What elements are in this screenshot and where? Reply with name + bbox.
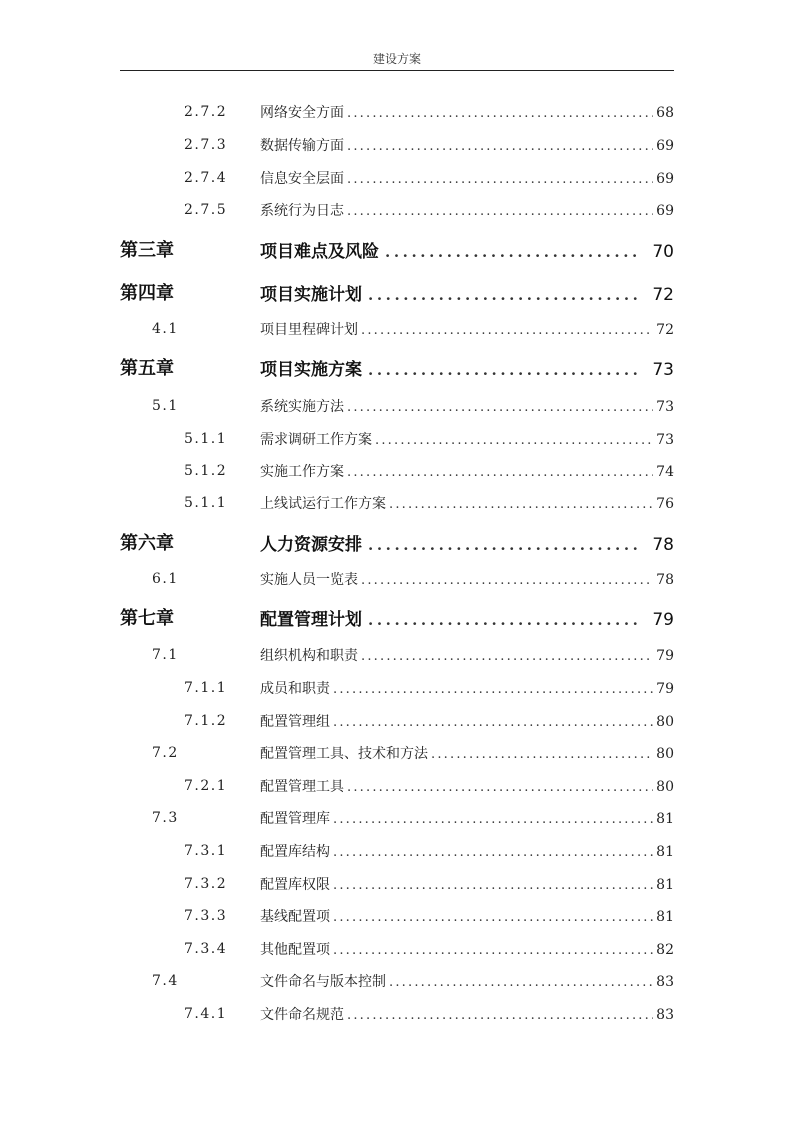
dot-leader [347, 1008, 653, 1023]
dot-leader [368, 611, 642, 629]
toc-entry-text [260, 711, 674, 731]
toc-entry-text [260, 841, 674, 861]
toc-entry-text [260, 135, 674, 155]
toc-entry-number: 4.1 [152, 321, 179, 337]
dot-leader [333, 910, 653, 925]
toc-entry-number: 7.4 [152, 973, 179, 989]
dot-leader [347, 139, 653, 154]
toc-entry-text [260, 530, 674, 555]
toc-entry-number: 7.1.1 [184, 680, 228, 696]
toc-entry-number: 第七章 [120, 608, 174, 629]
toc-entry-page-number: 74 [656, 464, 674, 480]
toc-entry-title: 项目实施计划 [260, 284, 362, 305]
toc-chapter-entry[interactable] [0, 530, 793, 554]
dot-leader [368, 286, 642, 304]
toc-entry-text [260, 396, 674, 416]
dot-leader [347, 172, 653, 187]
toc-entry[interactable] [0, 1002, 793, 1026]
toc-entry-title: 成员和职责 [260, 681, 330, 697]
toc-entry-title: 系统行为日志 [260, 203, 344, 219]
toc-entry[interactable] [0, 427, 793, 451]
toc-entry-page-number: 73 [656, 399, 674, 415]
toc-entry-title: 网络安全方面 [260, 105, 344, 121]
toc-entry-text [260, 461, 674, 481]
toc-chapter-entry[interactable] [0, 237, 793, 261]
toc-entry-page-number: 80 [656, 714, 674, 730]
toc-chapter-entry[interactable] [0, 355, 793, 379]
toc-entry-page-number: 82 [656, 942, 674, 958]
toc-entry[interactable] [0, 937, 793, 961]
toc-entry-number: 6.1 [152, 571, 179, 587]
toc-entry[interactable] [0, 741, 793, 765]
toc-entry-title: 信息安全层面 [260, 171, 344, 187]
toc-entry-text [260, 605, 674, 630]
toc-entry-number: 第五章 [120, 358, 174, 379]
dot-leader [347, 106, 653, 121]
toc-chapter-entry[interactable] [0, 605, 793, 629]
dot-leader [368, 536, 642, 554]
toc-entry-title: 配置管理工具、技术和方法 [260, 746, 428, 762]
toc-entry-page-number: 69 [656, 171, 674, 187]
toc-entry-title: 文件命名与版本控制 [260, 974, 386, 990]
toc-entry-page-number: 81 [656, 909, 674, 925]
dot-leader [375, 433, 653, 448]
dot-leader [361, 573, 653, 588]
toc-entry-title: 实施人员一览表 [260, 572, 358, 588]
toc-entry-number: 5.1.1 [184, 495, 228, 511]
dot-leader [385, 243, 642, 261]
toc-entry-page-number: 79 [652, 609, 674, 630]
toc-entry-page-number: 73 [656, 432, 674, 448]
toc-entry-text [260, 939, 674, 959]
toc-entry-title: 配置管理计划 [260, 609, 362, 630]
toc-entry-page-number: 79 [656, 681, 674, 697]
toc-entry[interactable] [0, 394, 793, 418]
toc-entry-title: 基线配置项 [260, 909, 330, 925]
page-header: 建设方案 [372, 52, 421, 66]
toc-entry-text [260, 743, 674, 763]
toc-entry-text [260, 429, 674, 449]
toc-entry[interactable] [0, 676, 793, 700]
toc-entry-page-number: 83 [656, 1007, 674, 1023]
toc-entry-page-number: 76 [656, 496, 674, 512]
dot-leader [389, 497, 653, 512]
toc-entry-number: 第三章 [120, 240, 174, 261]
toc-entry-page-number: 81 [656, 844, 674, 860]
toc-entry-number: 7.4.1 [184, 1006, 228, 1022]
toc-entry-text [260, 493, 674, 513]
toc-entry-page-number: 80 [656, 779, 674, 795]
dot-leader [333, 812, 653, 827]
dot-leader [347, 204, 653, 219]
toc-entry-title: 系统实施方法 [260, 399, 344, 415]
dot-leader [431, 747, 653, 762]
toc-entry-text [260, 971, 674, 991]
toc-entry-text [260, 569, 674, 589]
toc-entry[interactable] [0, 872, 793, 896]
toc-entry-number: 2.7.3 [184, 137, 228, 153]
dot-leader [347, 400, 653, 415]
toc-entry-number: 7.3 [152, 810, 179, 826]
toc-entry-text [260, 200, 674, 220]
toc-entry[interactable] [0, 774, 793, 798]
toc-entry-title: 上线试运行工作方案 [260, 496, 386, 512]
dot-leader [368, 361, 642, 379]
toc-entry-page-number: 72 [656, 322, 674, 338]
toc-entry-number: 7.1.2 [184, 713, 228, 729]
dot-leader [347, 465, 653, 480]
toc-entry[interactable] [0, 904, 793, 928]
toc-entry[interactable] [0, 491, 793, 515]
dot-leader [333, 845, 653, 860]
toc-entry[interactable] [0, 317, 793, 341]
toc-entry-number: 7.2 [152, 745, 179, 761]
toc-entry-title: 项目里程碑计划 [260, 322, 358, 338]
toc-entry-number: 2.7.5 [184, 202, 228, 218]
dot-leader [347, 780, 653, 795]
toc-entry-title: 实施工作方案 [260, 464, 344, 480]
toc-entry[interactable] [0, 643, 793, 667]
toc-entry-page-number: 68 [656, 105, 674, 121]
toc-entry-page-number: 72 [652, 284, 674, 305]
dot-leader [389, 975, 653, 990]
toc-entry-title: 项目实施方案 [260, 359, 362, 380]
toc-entry-text [260, 168, 674, 188]
toc-entry-page-number: 69 [656, 203, 674, 219]
toc-entry-title: 配置库权限 [260, 877, 330, 893]
toc-entry-text [260, 355, 674, 380]
toc-entry-page-number: 78 [652, 534, 674, 555]
toc-entry-page-number: 70 [652, 241, 674, 262]
toc-entry-page-number: 73 [652, 359, 674, 380]
toc-entry-text [260, 1004, 674, 1024]
toc-entry-page-number: 69 [656, 138, 674, 154]
toc-entry[interactable] [0, 459, 793, 483]
toc-entry-number: 5.1 [152, 398, 179, 414]
toc-entry-text [260, 808, 674, 828]
toc-entry-title: 组织机构和职责 [260, 648, 358, 664]
toc-entry-page-number: 79 [656, 648, 674, 664]
toc-entry[interactable] [0, 567, 793, 591]
toc-entry[interactable] [0, 709, 793, 733]
toc-entry-number: 7.3.1 [184, 843, 228, 859]
toc-entry[interactable] [0, 198, 793, 222]
dot-leader [333, 943, 653, 958]
toc-entry[interactable] [0, 839, 793, 863]
toc-entry-title: 配置管理组 [260, 714, 330, 730]
toc-entry[interactable] [0, 100, 793, 124]
toc-chapter-entry[interactable] [0, 280, 793, 304]
toc-entry-title: 需求调研工作方案 [260, 432, 372, 448]
dot-leader [333, 715, 653, 730]
toc-entry-text [260, 280, 674, 305]
toc-entry-text [260, 102, 674, 122]
toc-entry-title: 配置管理工具 [260, 779, 344, 795]
toc-entry-text [260, 776, 674, 796]
toc-entry-number: 7.3.4 [184, 941, 228, 957]
toc-entry-title: 人力资源安排 [260, 534, 362, 555]
toc-entry-text [260, 906, 674, 926]
toc-entry-title: 配置管理库 [260, 811, 330, 827]
toc-entry-number: 7.3.3 [184, 908, 228, 924]
toc-entry-text [260, 319, 674, 339]
toc-entry-page-number: 80 [656, 746, 674, 762]
toc-entry[interactable] [0, 166, 793, 190]
toc-entry-number: 第四章 [120, 283, 174, 304]
dot-leader [333, 878, 653, 893]
toc-entry-text [260, 237, 674, 262]
toc-entry-page-number: 81 [656, 811, 674, 827]
toc-entry-page-number: 81 [656, 877, 674, 893]
toc-entry-text [260, 874, 674, 894]
toc-entry-number: 第六章 [120, 533, 174, 554]
toc-entry-text [260, 678, 674, 698]
toc-entry-number: 7.1 [152, 647, 179, 663]
toc-entry-title: 文件命名规范 [260, 1007, 344, 1023]
toc-entry-title: 项目难点及风险 [260, 241, 379, 262]
toc-entry-page-number: 78 [656, 572, 674, 588]
toc-entry[interactable] [0, 806, 793, 830]
toc-entry-number: 5.1.1 [184, 431, 228, 447]
toc-entry-page-number: 83 [656, 974, 674, 990]
toc-entry-number: 2.7.2 [184, 104, 228, 120]
dot-leader [361, 649, 653, 664]
toc-entry[interactable] [0, 969, 793, 993]
toc-entry-number: 7.3.2 [184, 876, 228, 892]
toc-entry-number: 5.1.2 [184, 463, 228, 479]
toc-entry-title: 配置库结构 [260, 844, 330, 860]
toc-entry[interactable] [0, 133, 793, 157]
dot-leader [361, 323, 653, 338]
toc-entry-number: 2.7.4 [184, 170, 228, 186]
toc-entry-text [260, 645, 674, 665]
dot-leader [333, 682, 653, 697]
toc-entry-number: 7.2.1 [184, 778, 228, 794]
toc-entry-title: 数据传输方面 [260, 138, 344, 154]
toc-entry-title: 其他配置项 [260, 942, 330, 958]
